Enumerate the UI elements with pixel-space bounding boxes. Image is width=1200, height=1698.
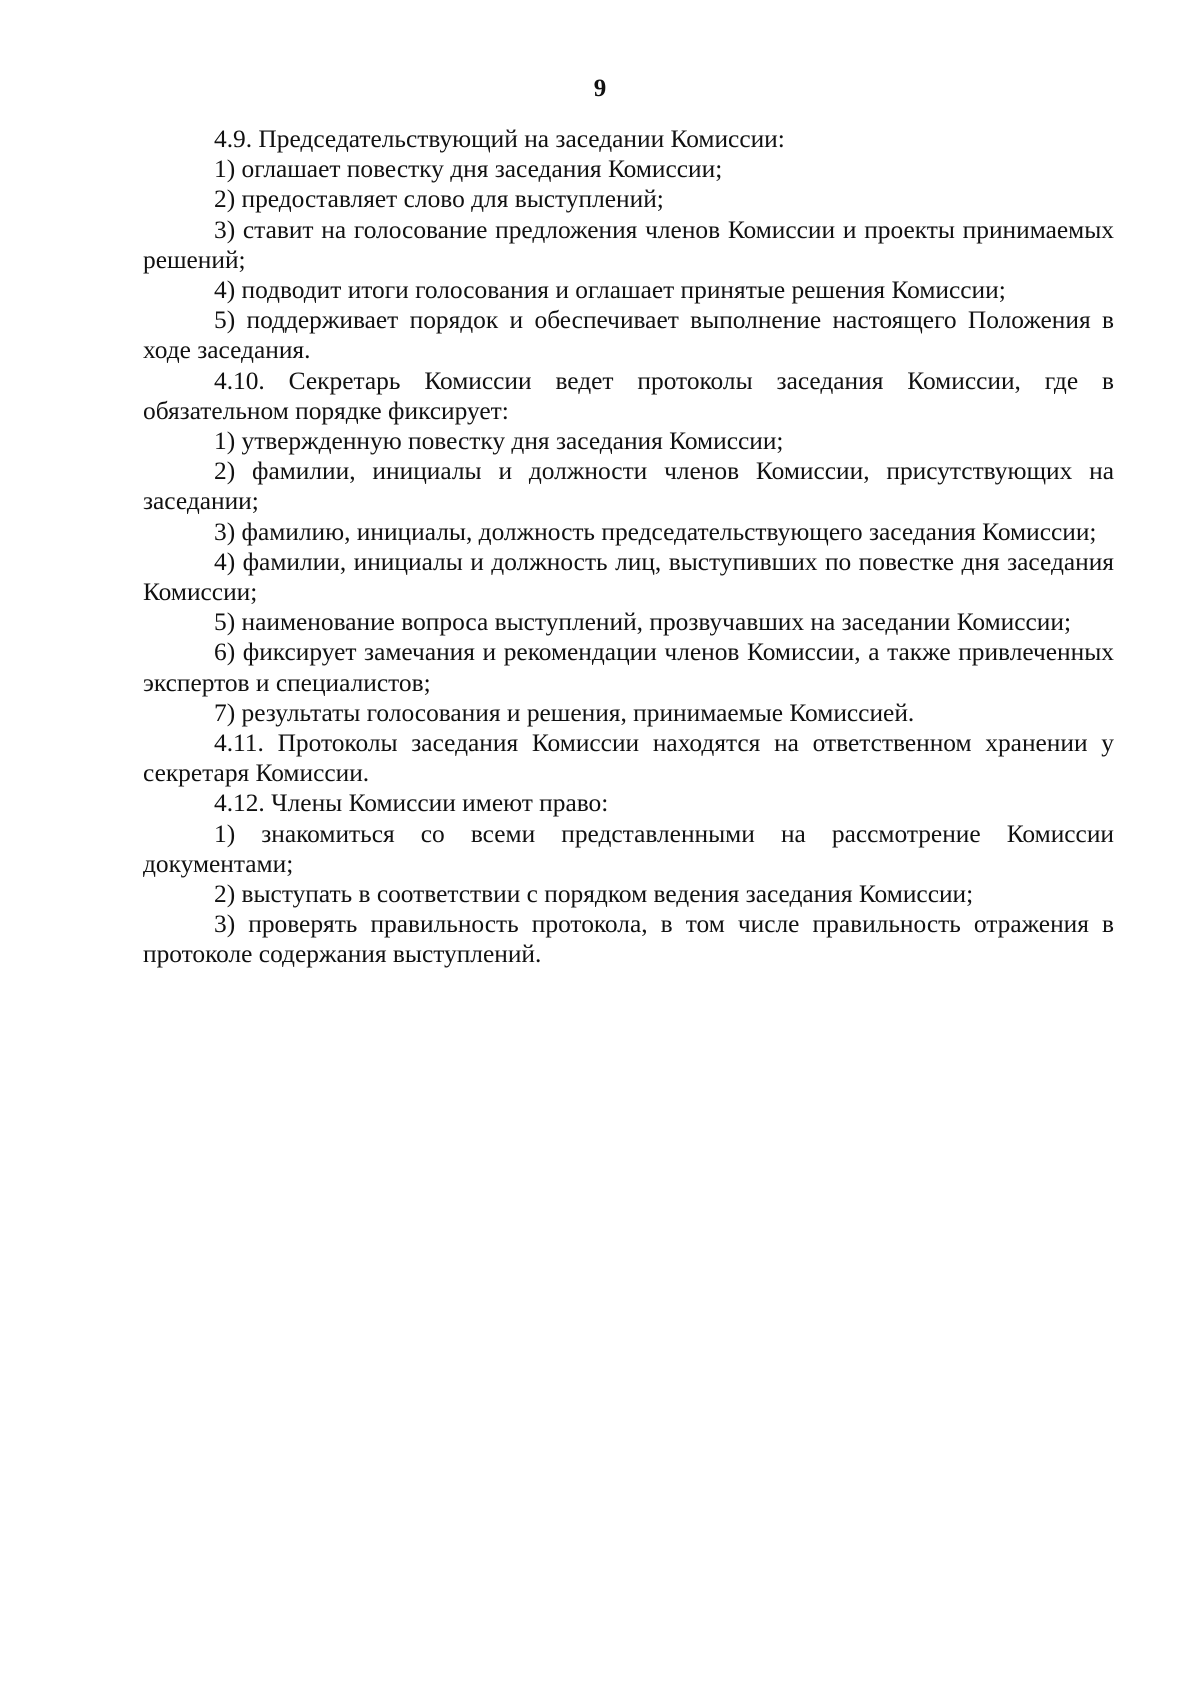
paragraph-4-11: 4.11. Протоколы заседания Комиссии находятся на ответственном хранении у секретаря Комиссии.	[143, 729, 1114, 788]
list-item: 2) предоставляет слово для выступлений;	[214, 185, 664, 214]
list-item: 2) фамилии, инициалы и должности членов Комиссии, присутствующих на заседании;	[143, 457, 1114, 516]
list-item: 7) результаты голосования и решения, принимаемые Комиссией.	[214, 698, 915, 727]
list-item: 3) фамилию, инициалы, должность председательствующего заседания Комиссии;	[214, 517, 1097, 546]
list-item: 2) выступать в соответствии с порядком ведения заседания Комиссии;	[214, 880, 974, 909]
paragraph-4-10-heading: 4.10. Секретарь Комиссии ведет протоколы заседания Комиссии, где в обязательном порядке фиксирует:	[143, 366, 1114, 425]
list-item: 1) оглашает повестку дня заседания Комиссии;	[214, 155, 723, 184]
list-item: 4) подводит итоги голосования и оглашает принятые решения Комиссии;	[214, 276, 1006, 305]
list-item: 6) фиксирует замечания и рекомендации членов Комиссии, а также привлеченных экспертов и специалистов;	[143, 638, 1114, 697]
list-item: 5) наименование вопроса выступлений, прозвучавших на заседании Комиссии;	[214, 608, 1072, 637]
list-item: 4) фамилии, инициалы и должность лиц, выступивших по повестке дня заседания Комиссии;	[143, 547, 1114, 607]
document-body	[143, 124, 1114, 970]
list-item: 1) утвержденную повестку дня заседания Комиссии;	[214, 427, 784, 456]
list-item: 5) поддерживает порядок и обеспечивает выполнение настоящего Положения в ходе заседания.	[143, 306, 1114, 365]
list-item: 1) знакомиться со всеми представленными на рассмотрение Комиссии документами;	[143, 819, 1114, 878]
list-item: 3) проверять правильность протокола, в том числе правильность отражения в протоколе содержания выступлений.	[143, 910, 1114, 969]
paragraph-4-12-heading: 4.12. Члены Комиссии имеют право:	[214, 789, 609, 818]
paragraph-4-9-heading: 4.9. Председательствующий на заседании Комиссии:	[214, 125, 785, 153]
page-number: 9	[593, 75, 607, 102]
list-item: 3) ставит на голосование предложения членов Комиссии и проекты принимаемых решений;	[143, 215, 1114, 274]
